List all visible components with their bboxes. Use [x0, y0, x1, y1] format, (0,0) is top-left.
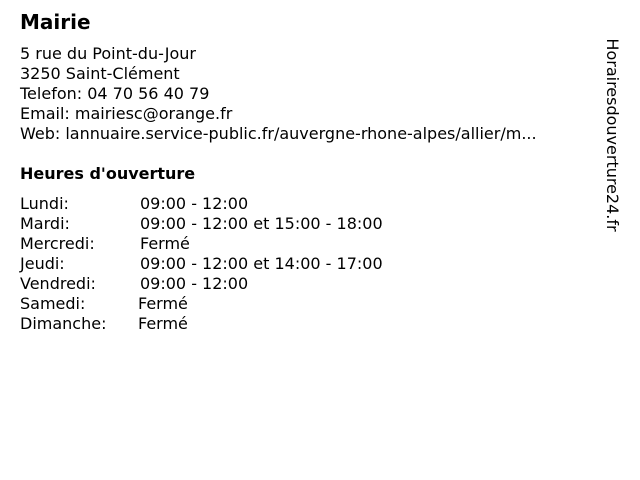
day-label: Lundi:: [20, 194, 69, 213]
phone-line: Telefon: 04 70 56 40 79: [20, 84, 210, 103]
day-label: Samedi:: [20, 294, 86, 313]
web-line: Web: lannuaire.service-public.fr/auvergne-rhone-alpes/allier/m...: [20, 124, 537, 143]
time-value: 09:00 - 12:00: [140, 194, 249, 213]
time-value: Fermé: [138, 294, 188, 313]
hours-heading: Heures d'ouverture: [20, 164, 196, 183]
street-address: 5 rue du Point-du-Jour: [20, 44, 196, 63]
city-line: 3250 Saint-Clément: [20, 64, 180, 83]
time-value: 09:00 - 12:00 et 14:00 - 17:00: [140, 254, 383, 273]
time-value: Fermé: [138, 314, 188, 333]
day-label: Vendredi:: [20, 274, 96, 293]
day-label: Mardi:: [20, 214, 70, 233]
day-label: Mercredi:: [20, 234, 95, 253]
email-line: Email: mairiesc@orange.fr: [20, 104, 233, 123]
address-block: [20, 44, 537, 144]
time-value: 09:00 - 12:00: [140, 274, 249, 293]
time-value: 09:00 - 12:00 et 15:00 - 18:00: [140, 214, 383, 233]
time-value: Fermé: [140, 234, 190, 253]
day-label: Dimanche:: [20, 314, 107, 333]
site-watermark: Horairesdouverture24.fr: [603, 38, 622, 232]
page-title: Mairie: [20, 10, 91, 34]
day-label: Jeudi:: [20, 254, 65, 273]
